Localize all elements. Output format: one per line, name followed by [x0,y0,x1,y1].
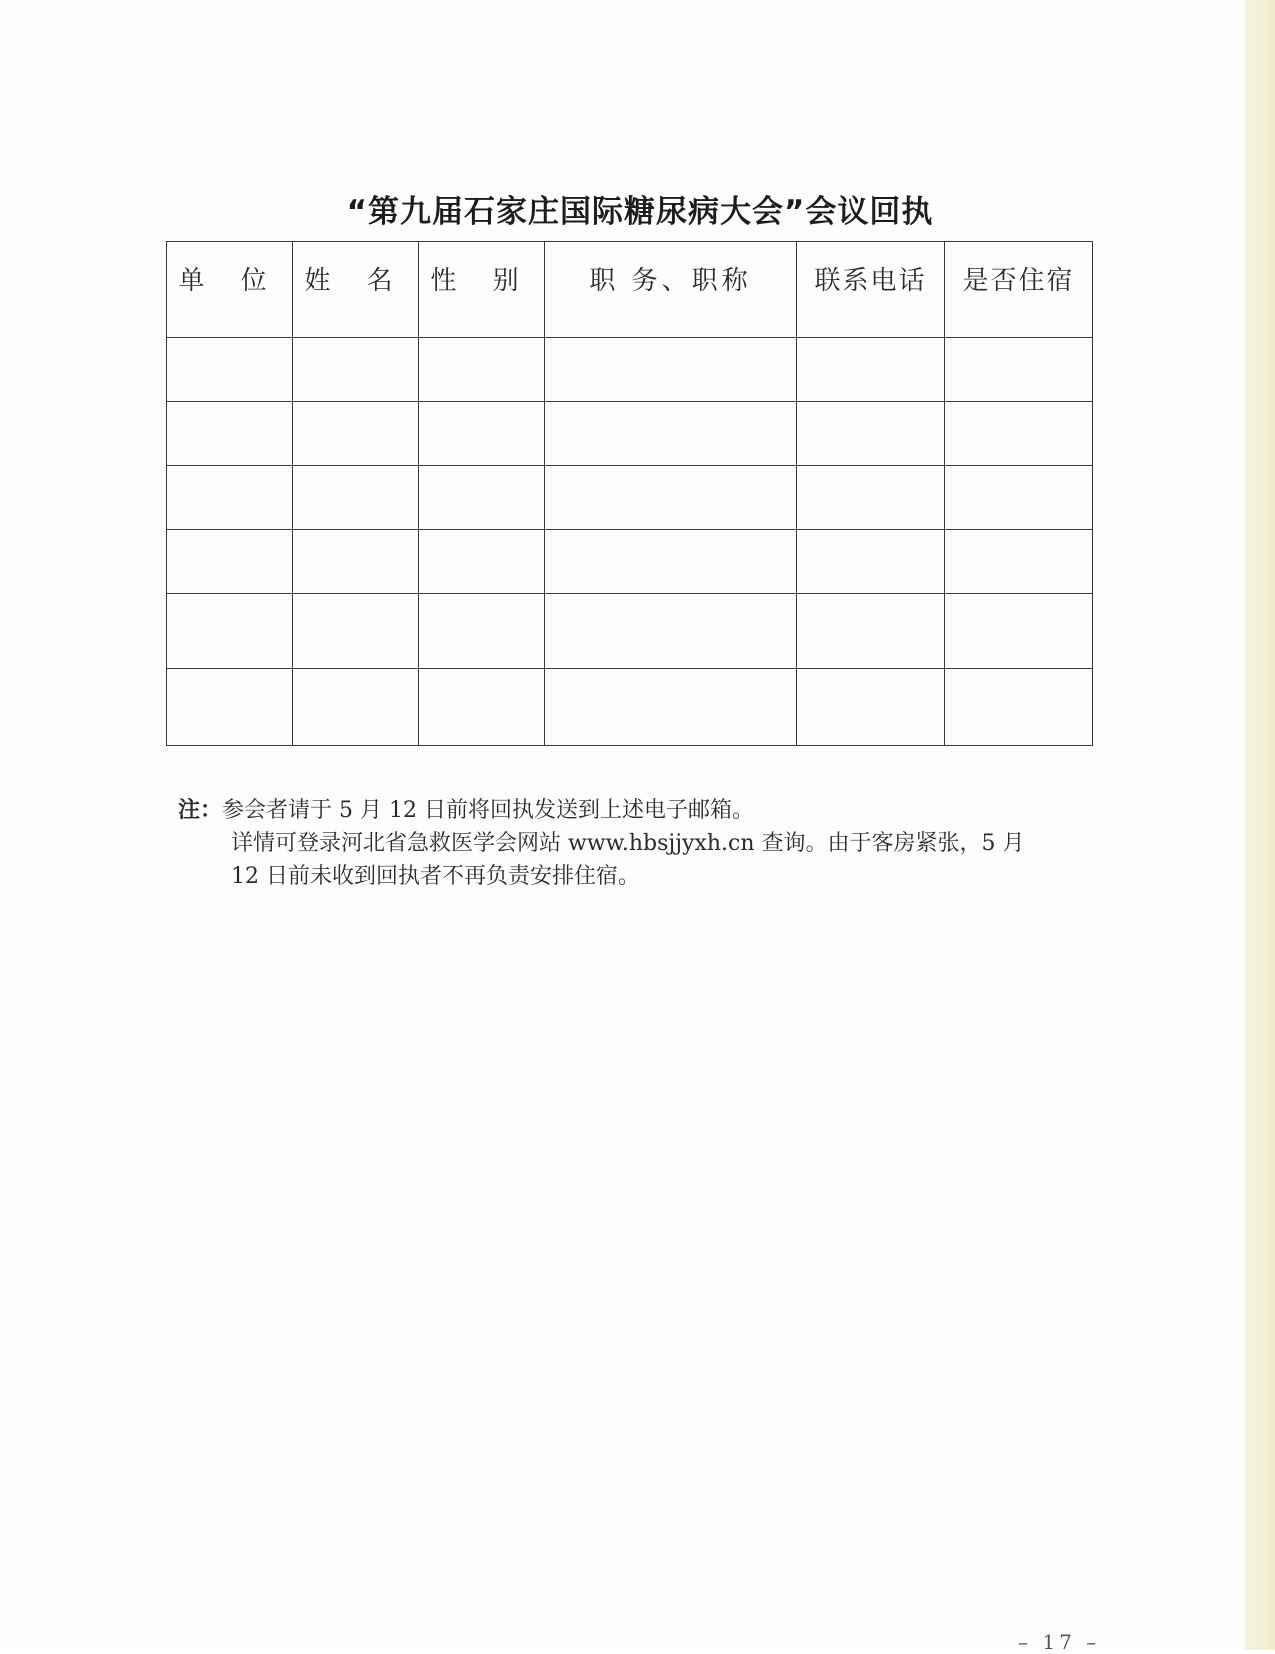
table-cell[interactable] [419,466,545,530]
header-position-title: 职 务、职称 [545,242,797,338]
header-gender: 性 别 [419,242,545,338]
notes-label: 注： [178,798,223,823]
table-cell[interactable] [545,530,797,594]
table-cell[interactable] [419,530,545,594]
table-cell[interactable] [293,338,419,402]
table-cell[interactable] [167,402,293,466]
header-phone: 联系电话 [797,242,945,338]
table-cell[interactable] [945,530,1093,594]
table-cell[interactable] [167,338,293,402]
table-cell[interactable] [293,669,419,746]
table-cell[interactable] [945,466,1093,530]
table-cell[interactable] [167,594,293,669]
table-cell[interactable] [797,530,945,594]
header-unit: 单 位 [167,242,293,338]
table-cell[interactable] [419,338,545,402]
table-cell[interactable] [797,338,945,402]
table-cell[interactable] [419,402,545,466]
page-edge-strip [1245,0,1275,1650]
document-title: “第九届石家庄国际糖尿病大会”会议回执 [346,194,934,230]
header-name: 姓 名 [293,242,419,338]
table-cell[interactable] [545,669,797,746]
table-cell[interactable] [545,338,797,402]
table-cell[interactable] [945,594,1093,669]
table-cell[interactable] [545,594,797,669]
table-row [167,402,1093,466]
table-cell[interactable] [167,466,293,530]
notes-text-3: 12 日前未收到回执者不再负责安排住宿。 [231,864,640,889]
table-cell[interactable] [545,402,797,466]
table-row [167,466,1093,530]
table-row [167,530,1093,594]
table-cell[interactable] [293,466,419,530]
table-cell[interactable] [797,466,945,530]
table-cell[interactable] [797,669,945,746]
table-cell[interactable] [945,338,1093,402]
table-cell[interactable] [293,530,419,594]
table-cell[interactable] [293,402,419,466]
table-cell[interactable] [419,594,545,669]
table-row [167,338,1093,402]
header-accommodation: 是否住宿 [945,242,1093,338]
notes-text-1: 参会者请于 5 月 12 日前将回执发送到上述电子邮箱。 [222,798,754,823]
notes-line-1 [178,794,1098,827]
table-cell[interactable] [419,669,545,746]
reply-form-table [166,241,1093,746]
table-cell[interactable] [545,466,797,530]
table-cell[interactable] [167,530,293,594]
table-cell[interactable] [797,594,945,669]
table-cell[interactable] [945,402,1093,466]
table-cell[interactable] [293,594,419,669]
notes-block [178,794,1098,893]
table-cell[interactable] [945,669,1093,746]
table-row [167,669,1093,746]
table-header-row [167,242,1093,338]
page-number: – 17 – [1018,1630,1101,1654]
table-row [167,594,1093,669]
table-cell[interactable] [797,402,945,466]
table-cell[interactable] [167,669,293,746]
notes-text-2: 详情可登录河北省急救医学会网站 www.hbsjjyxh.cn 查询。由于客房紧张，5 月 [231,831,1025,856]
